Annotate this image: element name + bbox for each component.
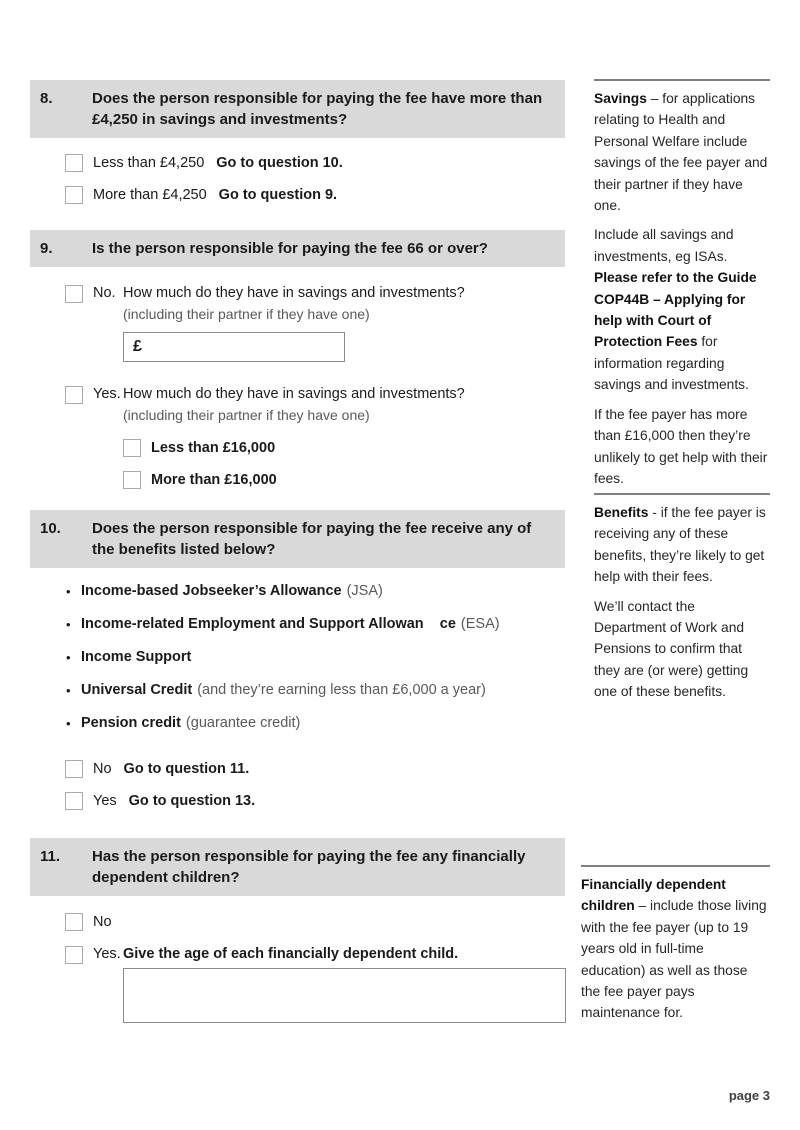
question-9-title: Is the person responsible for paying the fee 66 or over? [92, 240, 488, 257]
q10-benefits-list [66, 582, 565, 733]
q9-yes-note: (including their partner if they have one) [123, 407, 370, 423]
children-lead: Financially dependent children [581, 877, 726, 914]
question-8-title-line2: £4,250 in savings and investments? [92, 111, 348, 128]
question-11-header [30, 838, 565, 896]
children-paragraph-1 [581, 874, 770, 1024]
sidebar-note-savings [594, 79, 770, 497]
q9-no-checkbox[interactable] [65, 285, 83, 303]
main-column [30, 0, 565, 1023]
question-8-number: 8. [40, 90, 53, 107]
q8-less-than-label: Less than £4,250 [93, 155, 205, 171]
q9-no-body [123, 284, 565, 362]
question-9-header [30, 230, 565, 267]
q11-yes-instruction: Give the age of each financially dependent child. [123, 946, 459, 962]
benefit-item-jsa [66, 582, 565, 601]
q10-yes-goto: Go to question 13. [128, 793, 256, 809]
question-11-title-line2: dependent children? [92, 869, 240, 886]
q11-no-label: No [93, 914, 112, 930]
q11-no-checkbox[interactable] [65, 913, 83, 931]
q8-less-than-checkbox[interactable] [65, 154, 83, 172]
currency-symbol: £ [133, 338, 142, 355]
q9-yes-body [123, 385, 565, 489]
q9-option-yes [65, 385, 565, 489]
question-10-title-line1: Does the person responsible for paying the fee receive any of [92, 520, 532, 537]
q9-yes-question: How much do they have in savings and investments? [123, 386, 465, 402]
benefit-jsa-abbrev: (JSA) [346, 583, 383, 599]
sidebar-note-children [581, 865, 770, 1032]
q11-yes-label: Yes. [93, 946, 121, 962]
children-p1-rest: – include those living with the fee payer (up to 19 years old in full-time education) as well as those the fee payer pays maintenance for. [581, 898, 767, 1021]
benefit-item-esa [66, 615, 565, 634]
benefit-item-pension-credit [66, 714, 565, 733]
q11-yes-checkbox[interactable] [65, 946, 83, 964]
question-10-number: 10. [40, 520, 61, 537]
savings-lead: Savings [594, 91, 647, 106]
q9-more-16000-label: More than £16,000 [151, 471, 277, 488]
question-11-title-line1: Has the person responsible for paying the fee any financially [92, 848, 526, 865]
q11-yes-body [123, 945, 566, 1023]
savings-p1-rest: – for applications relating to Health and Personal Welfare include savings of the fee payer and their partner if they have one. [594, 91, 768, 214]
q9-less-16000-checkbox[interactable] [123, 439, 141, 457]
savings-p2-start: Include all savings and investments, eg ISAs. [594, 227, 734, 264]
benefit-item-universal-credit [66, 681, 565, 700]
benefits-paragraph-1 [594, 502, 770, 588]
q10-option-no [65, 760, 565, 778]
benefits-paragraph-2: We’ll contact the Department of Work and Pensions to confirm that they are (or were) getting one of these benefits. [594, 598, 749, 700]
q8-less-than-goto: Go to question 10. [216, 155, 343, 171]
question-10-title-line2: the benefits listed below? [92, 541, 276, 558]
q10-yes-label: Yes [93, 793, 117, 809]
savings-p2-rest: for information regarding savings and investments. [594, 334, 749, 393]
q11-option-no [65, 913, 565, 931]
q10-no-goto: Go to question 11. [123, 761, 250, 777]
q10-no-label: No [93, 761, 112, 777]
benefit-jsa-name: Income-based Jobseeker’s Allowance [81, 583, 342, 599]
q10-option-yes [65, 792, 565, 810]
q9-option-no [65, 284, 565, 362]
benefit-pension-credit-name: Pension credit [81, 715, 181, 731]
benefit-income-support-name: Income Support [81, 649, 192, 665]
q9-no-label: No. [93, 285, 116, 301]
question-11-number: 11. [40, 848, 61, 865]
q9-suboption-more [123, 470, 565, 489]
savings-guide-reference: Please refer to the Guide COP44B – Applying for help with Court of Protection Fees [594, 270, 757, 350]
benefits-lead: Benefits [594, 505, 649, 520]
benefit-esa-abbrev: (ESA) [460, 616, 500, 632]
q8-more-than-label: More than £4,250 [93, 187, 207, 203]
page-number: page 3 [728, 1088, 770, 1103]
q8-option-more-than [65, 186, 565, 204]
q11-option-yes [65, 945, 565, 1023]
q9-yes-label: Yes. [93, 386, 121, 402]
q8-more-than-goto: Go to question 9. [218, 187, 338, 203]
q9-more-16000-checkbox[interactable] [123, 471, 141, 489]
q9-yes-checkbox[interactable] [65, 386, 83, 404]
benefit-esa-name: Income-related Employment and Support Allowan ce [81, 616, 456, 632]
question-9-number: 9. [40, 240, 53, 257]
savings-paragraph-3: If the fee payer has more than £16,000 then they’re unlikely to get help with their fees. [594, 406, 768, 486]
q8-more-than-checkbox[interactable] [65, 186, 83, 204]
q8-option-less-than [65, 154, 565, 172]
benefit-pension-credit-note: (guarantee credit) [185, 715, 301, 731]
q9-savings-amount-input[interactable] [123, 332, 345, 362]
q10-yes-checkbox[interactable] [65, 792, 83, 810]
q9-no-question: How much do they have in savings and investments? [123, 285, 465, 301]
benefits-p1-rest: - if the fee payer is receiving any of these benefits, they’re likely to get help with their fees. [594, 505, 766, 585]
question-10-header [30, 510, 565, 568]
savings-paragraph-2 [594, 224, 770, 395]
savings-paragraph-1 [594, 88, 770, 216]
q11-children-ages-input[interactable] [123, 968, 566, 1023]
question-8-title-line1: Does the person responsible for paying the fee have more than [92, 90, 543, 107]
q10-no-checkbox[interactable] [65, 760, 83, 778]
q9-less-16000-label: Less than £16,000 [151, 439, 276, 456]
benefit-universal-credit-note: (and they’re earning less than £6,000 a year) [197, 682, 486, 698]
q9-suboption-less [123, 438, 565, 457]
benefit-universal-credit-name: Universal Credit [81, 682, 193, 698]
question-8-header [30, 80, 565, 138]
benefit-item-income-support [66, 648, 565, 667]
q9-no-note: (including their partner if they have one) [123, 306, 370, 322]
sidebar-note-benefits [594, 493, 770, 711]
